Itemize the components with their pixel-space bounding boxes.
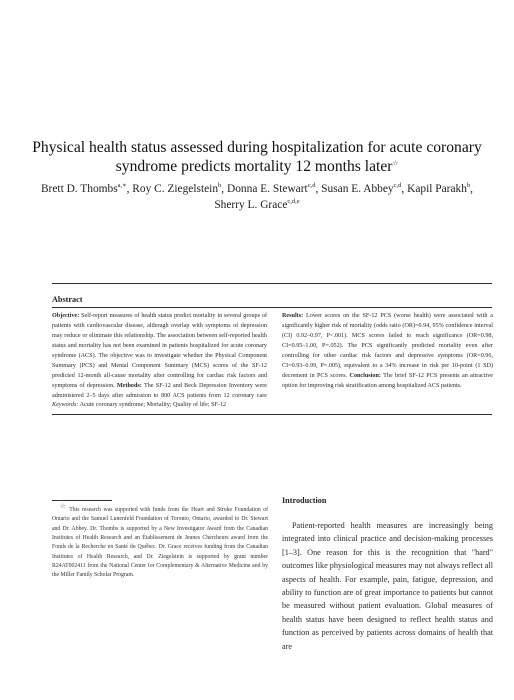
footnote-text: This research was supported with funds from the Heart and Stroke Foundation of Ontario and the Samuel Lunenfeld Foundation of Toronto, Ontario, awarded to Dr. Stewart and Dr. Abbey. Dr. Thombs is supported by a New Investigator Award from the Canadian Institutes of Health Research and an Établissement de Jeunes Chercheurs award from the Fonds de la Recherche en Santé du Québec. Dr. Grace receives funding from the Canadian Institutes of Health Research, and Dr. Ziegelstein is supported by grant number R24AT002411 from the National Center for Complementary & Alternative Medicine and by the Miller Family Scholar Program. — [52, 507, 268, 579]
author — [227, 183, 318, 195]
author-affiliation-marks: c,d — [393, 182, 402, 190]
author-separator: , — [221, 183, 225, 195]
funding-footnote — [52, 503, 268, 581]
author-affiliation-marks: a,∗ — [117, 182, 127, 190]
keywords-text: Acute coronary syndrome; Mortality; Quality of life; SF-12 — [78, 402, 227, 408]
author — [214, 199, 299, 211]
objective-label: Objective: — [52, 313, 80, 319]
conclusion-text: The brief SF-12 PCS presents an attractive option for improving risk stratification among hospitalized ACS patients. — [282, 372, 493, 389]
author-list — [40, 181, 474, 213]
author — [407, 183, 473, 195]
author-name: Brett D. Thombs — [40, 183, 118, 195]
author-name: Donna E. Stewart — [227, 183, 308, 195]
article-title — [24, 138, 490, 176]
author-separator: , — [126, 183, 130, 195]
author-name: Sherry L. Grace — [214, 199, 288, 211]
objective-text: Self-report measures of health status predict mortality in several groups of patients with cardiovascular disease, although overlap with symptoms of depression may reduce or eliminate this relationship. The association between self-reported health status and mortality has not been examined in patients hospitalized for acute coronary syndrome (ACS). The objective was to investigate whether the Physical Component Summary (PCS) and Mental Component Summary (MCS) scores of the SF-12 predicted 12-month all-cause mortality after controlling for cardiac risk factors and symptoms of depression. — [52, 313, 267, 389]
abstract-heading: Abstract — [52, 295, 83, 304]
introduction-body: Patient-reported health measures are increasingly being integrated into clinical practice and decision-making processes [1–3]. One reason for this is the recognition that "hard" outcomes like physiological measures may not always reflect all aspects of health. For example, pain, fatigue, depression, and ability to function are of great importance to patients but cannot be measured without patient evaluation. Global measures of health status have been designed to reflect health status and function as perceived by patients across domains of health that are — [282, 521, 493, 651]
author-affiliation-marks: b — [466, 182, 471, 190]
title-text: Physical health status assessed during hospitalization for acute coronary syndrome predicts mortality 12 months later — [32, 139, 482, 175]
abstract-top-rule — [52, 283, 492, 284]
author — [132, 183, 224, 195]
footnote-rule — [52, 500, 112, 501]
footnote-mark: ☆ — [60, 503, 67, 511]
author — [321, 183, 404, 195]
abstract-column-left — [52, 312, 267, 401]
abstract-bottom-rule — [52, 414, 492, 415]
author — [41, 183, 129, 195]
author-separator: , — [401, 183, 405, 195]
abstract-column-right — [282, 312, 493, 391]
author-name: Kapil Parakh — [407, 183, 467, 195]
author-separator: , — [470, 183, 474, 195]
methods-label: Methods: — [116, 382, 142, 389]
methods-text: The SF-12 and Beck Depression Inventory were administered 2–5 days after admission to 800 ACS patients from 12 coronary care — [52, 382, 267, 399]
author-name: Roy C. Ziegelstein — [132, 183, 219, 195]
results-label: Results: — [282, 313, 304, 319]
abstract-heading-rule — [52, 307, 492, 308]
conclusion-label: Conclusion: — [349, 372, 381, 379]
keywords-label: Keywords: — [52, 402, 79, 408]
title-funding-mark: ☆ — [392, 159, 399, 167]
author-name: Susan E. Abbey — [321, 183, 394, 195]
keywords-line — [52, 401, 492, 410]
author-affiliation-marks: c,d,e — [287, 198, 300, 206]
author-affiliation-marks: b — [218, 182, 222, 190]
author-separator: , — [315, 183, 319, 195]
author-affiliation-marks: c,d — [307, 182, 316, 190]
introduction-heading: Introduction — [282, 496, 327, 505]
results-text: Lower scores on the SF-12 PCS (worse health) were associated with a significantly higher risk of mortality (odds ratio (OR)=0.94, 95% confidence interval (CI) 0.92–0.97, P<.001). MCS scores failed to reach significance (OR=0.98, CI=0.95–1.00, P=.052). The PCS significantly predicted mortality even after controlling for other cardiac risk factors and depressive symptoms (OR=0.96, CI=0.93–0.99, P=.005), equivalent to a 34% increase in risk per 10-point (1 SD) decrement in PCS scores. — [282, 313, 493, 379]
